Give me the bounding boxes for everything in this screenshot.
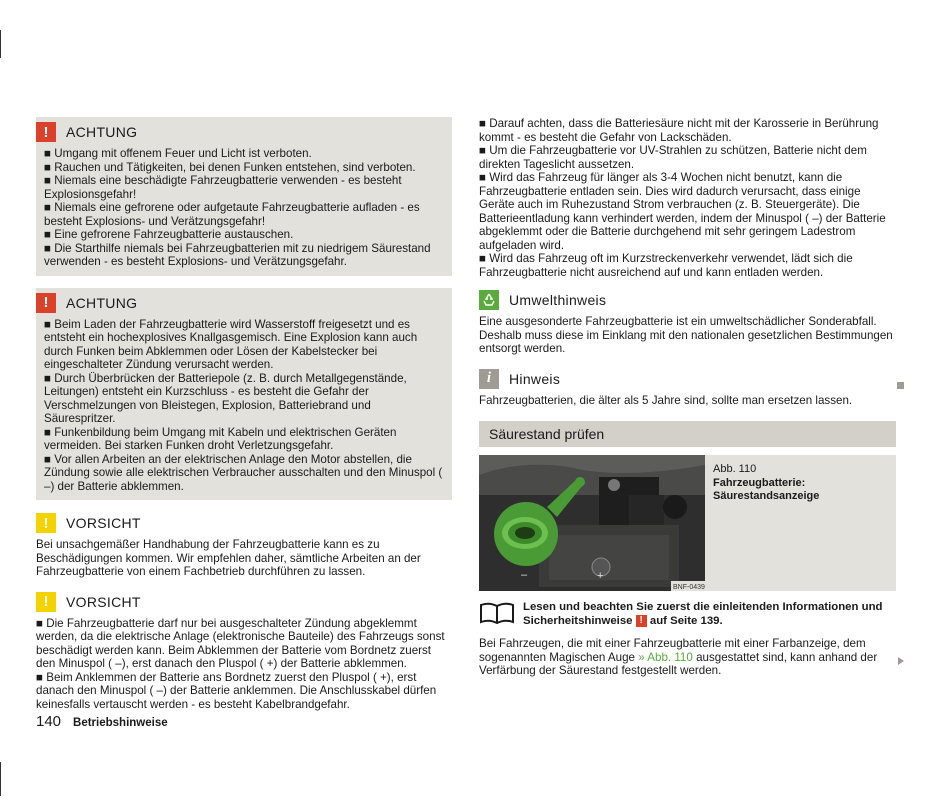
warning-item: ■ Vor allen Arbeiten an der elektrischen Anlage den Motor abstellen, die Zündung sowie alle elektrischen Verbraucher ausschalten und den Minuspol ( –) der Batterie abklemmen. <box>44 452 443 493</box>
battery-photo <box>479 455 705 591</box>
caution-title: VORSICHT <box>66 515 141 531</box>
minus-label: – <box>521 569 528 581</box>
continue-arrow-icon <box>898 657 904 665</box>
caution-icon: ! <box>36 592 56 612</box>
warning-box-1 <box>36 117 452 276</box>
warning-item: ■ Eine gefrorene Fahrzeugbatterie austauschen. <box>44 228 294 241</box>
crop-mark-top <box>0 30 1 58</box>
figure-link[interactable]: » Abb. 110 <box>638 650 693 664</box>
continued-caution <box>479 117 896 279</box>
left-column <box>36 117 452 723</box>
body-text-part: Bei Fahrzeugen, die mit einer Fahrzeugbatterie mit einer Farbanzeige, dem sogenannten Magischen Auge <box>479 637 866 664</box>
figure-code: BNF-0439 <box>673 584 705 591</box>
warning-item: ■ Beim Laden der Fahrzeugbatterie wird Wasserstoff freigesetzt und es entsteht ein hochexplosives Knallgasgemisch. Eine Explosion kann auch durch Funken beim Abklemmen oder Lösen der Kabelstecker bei eingeschalteter Zündung verursacht werden. <box>44 317 418 371</box>
warning-item: ■ Umgang mit offenem Feuer und Licht ist verboten. <box>44 147 312 160</box>
caution-icon: ! <box>36 513 56 533</box>
environment-text: Eine ausgesonderte Fahrzeugbatterie ist ein umweltschädlicher Sonderabfall. Deshalb muss diese im Einklang mit den nationalen gesetzlichen Bestimmungen entsorgt werden. <box>479 315 893 355</box>
caution-title: VORSICHT <box>66 593 141 610</box>
figure-caption <box>705 455 896 591</box>
warning-title: ACHTUNG <box>66 124 138 140</box>
warning-item: ■ Durch Überbrücken der Batteriepole (z. B. durch Metallgegenstände, Leitungen) entsteht ein Kurzschluss - es besteht die Gefahr der Verschmelzungen von Bleistegen, Explosion, Batteriebrand und Säurespritzer. <box>44 371 407 425</box>
warning-box-2 <box>36 288 452 501</box>
caution-item: ■ Wird das Fahrzeug oft im Kurzstreckenverkehr verwendet, lädt sich die Fahrzeugbatterie nicht ausreichend auf und kann entladen werden. <box>479 252 853 279</box>
section-end-marker <box>897 382 904 389</box>
caution-text: Bei unsachgemäßer Handhabung der Fahrzeugbatterie kann es zu Beschädigungen kommen. Wir empfehlen daher, sämtliche Arbeiten an der Fahrzeugbatterie von einem Fachbetrieb durchführen zu lassen. <box>36 538 421 578</box>
read-first-note <box>479 601 896 628</box>
warning-box-header <box>36 121 444 143</box>
book-icon <box>479 601 515 625</box>
read-first-text-part: Lesen und beachten Sie zuerst die einleitenden Informationen und Sicherheitshinweise <box>523 601 883 627</box>
right-column <box>479 117 896 678</box>
page-footer <box>36 713 168 730</box>
footer-section: Betriebshinweise <box>73 717 168 729</box>
caution-block-1 <box>36 512 452 579</box>
figure-110 <box>479 455 896 591</box>
page-number: 140 <box>36 713 62 730</box>
warning-icon: ! <box>36 122 56 142</box>
warning-item: ■ Rauchen und Tätigkeiten, bei denen Funken entstehen, sind verboten. <box>44 160 416 174</box>
caution-header <box>36 591 452 613</box>
info-icon: i <box>479 369 499 389</box>
figure-title: Fahrzeugbatterie: Säurestandsanzeige <box>713 477 820 502</box>
caution-item: ■ Die Fahrzeugbatterie darf nur bei ausgeschalteter Zündung abgeklemmt werden, da die elektrische Anlage (elektronische Bauteile) des Fahrzeugs sonst beschädigt werden kann. Beim Abklemmen der Batterie vom Bordnetz zuerst den Minuspol ( –), erst danach den Pluspol ( +) der Batterie abklemmen. <box>36 616 445 670</box>
plus-label: + <box>597 570 604 582</box>
warning-item: ■ Niemals eine beschädigte Fahrzeugbatterie verwenden - es besteht Explosionsgefahr! <box>44 174 402 201</box>
caution-block-2 <box>36 591 452 712</box>
body-paragraph <box>479 637 896 678</box>
environment-title: Umwelthinweis <box>509 292 607 308</box>
read-first-text <box>523 601 896 628</box>
hint-header <box>479 368 896 390</box>
hint-title: Hinweis <box>509 370 561 387</box>
caution-item: ■ Wird das Fahrzeug für länger als 3-4 Wochen nicht benutzt, kann die Fahrzeugbatterie entladen sein. Dies wird dadurch verursacht, dass einige Geräte auch im Ruhezustand Strom verbrauchen (z. B. Steuergeräte). Die Batterieentladung kann verhindert werden, indem der Minuspol ( –) der Batterie abgeklemmt oder die Batterie durchgehend mit sehr geringem Ladestrom aufgeladen wird. <box>479 171 886 252</box>
warning-box-header <box>36 292 444 314</box>
section-heading: Säurestand prüfen <box>479 421 896 447</box>
warning-item: ■ Die Starthilfe niemals bei Fahrzeugbatterien mit zu niedrigem Säurestand verwenden - es besteht Explosions- und Verätzungsgefahr. <box>44 241 431 268</box>
warning-title: ACHTUNG <box>66 294 138 311</box>
warning-item: ■ Funkenbildung beim Umgang mit Kabeln und elektrischen Geräten vermeiden. Bei starken Funken droht Verletzungsgefahr. <box>44 425 397 452</box>
caution-item: ■ Darauf achten, dass die Batteriesäure nicht mit der Karosserie in Berührung kommt - es besteht die Gefahr von Lackschäden. <box>479 117 879 144</box>
page-reference[interactable]: auf Seite 139. <box>649 614 723 627</box>
hint-note <box>479 368 896 408</box>
warning-item: ■ Niemals eine gefrorene oder aufgetaute Fahrzeugbatterie aufladen - es besteht Explosions- und Verätzungsgefahr! <box>44 201 420 228</box>
body-text-part: ausgestattet sind, kann anhand der Verfärbung der Säurestand festgestellt werden. <box>479 650 878 678</box>
caution-item: ■ Beim Anklemmen der Batterie ans Bordnetz zuerst den Pluspol ( +), erst danach den Minuspol ( –) der Batterie anklemmen. Die Anschlusskabel dürfen keinesfalls vertauscht werden - es besteht Kabelbrandgefahr. <box>36 670 437 711</box>
environment-note <box>479 289 896 356</box>
caution-header <box>36 512 452 534</box>
warning-icon: ! <box>36 293 56 313</box>
recycle-icon <box>479 290 499 310</box>
figure-number: Abb. 110 <box>713 463 757 475</box>
crop-mark-bottom <box>0 762 1 796</box>
warning-icon: ! <box>636 615 647 627</box>
hint-text: Fahrzeugbatterien, die älter als 5 Jahre sind, sollte man ersetzen lassen. <box>479 393 853 407</box>
environment-header <box>479 289 896 311</box>
caution-item: ■ Um die Fahrzeugbatterie vor UV-Strahlen zu schützen, Batterie nicht dem direkten Tageslicht aussetzen. <box>479 144 867 171</box>
